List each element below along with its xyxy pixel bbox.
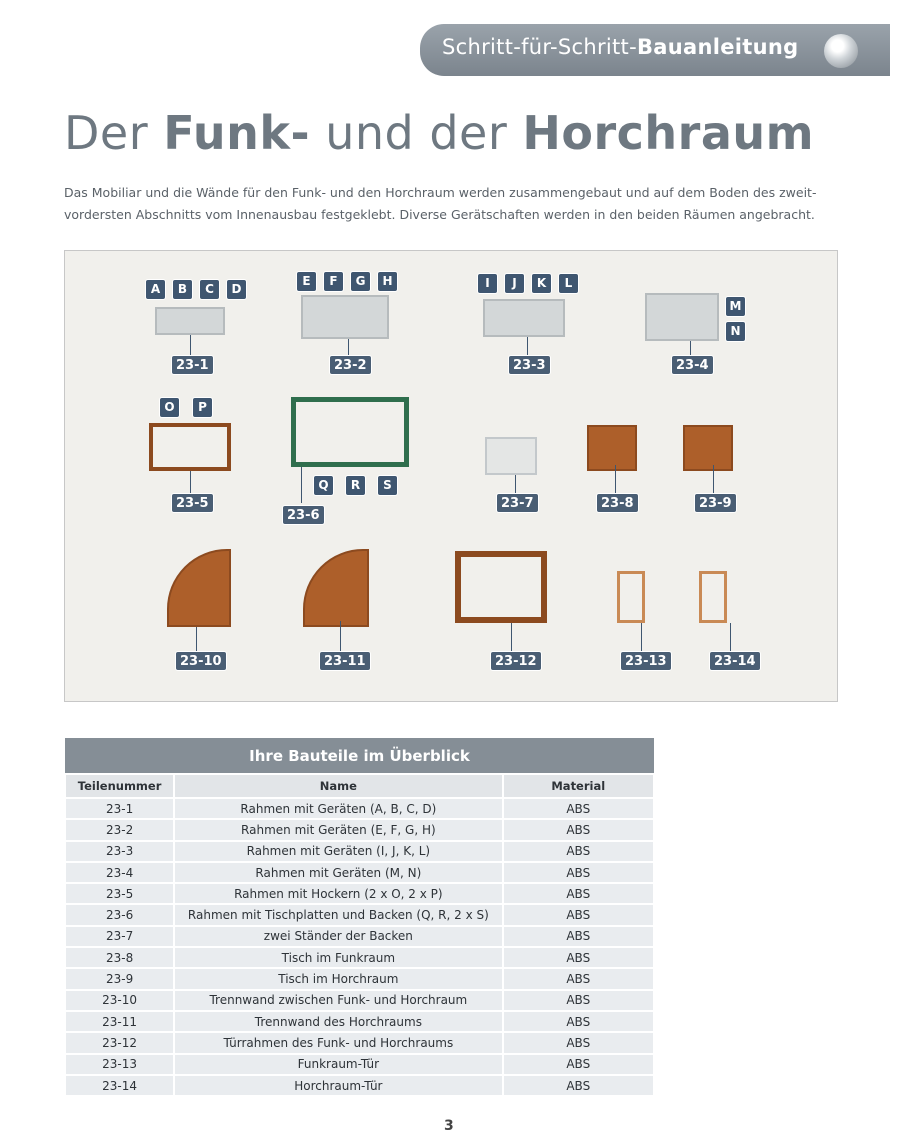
tag-23-7: 23-7 (496, 493, 539, 513)
letter-p: P (192, 397, 213, 418)
cell-name: Horchraum-Tür (174, 1075, 502, 1096)
intro-paragraph: Das Mobiliar und die Wände für den Funk- und den Horchraum werden zusammengebaut und auf dem Boden des zweit-vordersten Abschnitts vom Innenausbau festgeklebt. Diverse Gerätschaften werden in den beiden Räumen angebracht. (64, 185, 817, 222)
tag-23-10: 23-10 (175, 651, 227, 671)
letter-l: L (558, 273, 579, 294)
letter-j: J (504, 273, 525, 294)
cell-name: Trennwand des Horchraums (174, 1011, 502, 1032)
parts-table (64, 738, 655, 1097)
part-23-5-sprue (149, 423, 231, 471)
leader-23-3 (527, 337, 528, 355)
table-row (65, 1011, 654, 1032)
letter-c: C (199, 279, 220, 300)
cell-teilenummer: 23-12 (65, 1032, 174, 1053)
cell-teilenummer: 23-3 (65, 841, 174, 862)
table-row (65, 841, 654, 862)
cell-teilenummer: 23-9 (65, 968, 174, 989)
letter-d: D (226, 279, 247, 300)
page-title (64, 106, 814, 160)
part-23-8-part (587, 425, 637, 471)
cell-name: Trennwand zwischen Funk- und Horchraum (174, 990, 502, 1011)
leader-23-4 (690, 341, 691, 355)
letter-n: N (725, 321, 746, 342)
title-bold1: Funk- (163, 106, 311, 160)
leader-23-7 (515, 475, 516, 493)
cell-teilenummer: 23-7 (65, 926, 174, 947)
part-23-3-sprue (483, 299, 565, 337)
cell-material: ABS (503, 841, 654, 862)
part-23-10-part (167, 549, 231, 627)
part-23-14-part (699, 571, 727, 623)
tag-23-14: 23-14 (709, 651, 761, 671)
cell-name: Rahmen mit Geräten (M, N) (174, 862, 502, 883)
table-row (65, 990, 654, 1011)
letter-f: F (323, 271, 344, 292)
cell-teilenummer: 23-5 (65, 883, 174, 904)
part-23-13-part (617, 571, 645, 623)
tag-23-11: 23-11 (319, 651, 371, 671)
leader-23-8 (615, 465, 616, 493)
tag-23-3: 23-3 (508, 355, 551, 375)
leader-23-2 (348, 339, 349, 355)
part-23-4-sprue (645, 293, 719, 341)
cell-teilenummer: 23-13 (65, 1054, 174, 1075)
cell-name: Türrahmen des Funk- und Horchraums (174, 1032, 502, 1053)
letter-r: R (345, 475, 366, 496)
letter-g: G (350, 271, 371, 292)
cell-material: ABS (503, 904, 654, 925)
cell-material: ABS (503, 883, 654, 904)
letter-m: M (725, 296, 746, 317)
tag-23-1: 23-1 (171, 355, 214, 375)
col-material: Material (503, 774, 654, 798)
table-row (65, 947, 654, 968)
part-23-9-part (683, 425, 733, 471)
letter-q: Q (313, 475, 334, 496)
leader-23-10 (196, 627, 197, 651)
tag-23-4: 23-4 (671, 355, 714, 375)
table-row (65, 862, 654, 883)
section-banner (420, 24, 890, 76)
banner-title (442, 35, 798, 59)
tag-23-5: 23-5 (171, 493, 214, 513)
part-23-2-sprue (301, 295, 389, 339)
letter-s: S (377, 475, 398, 496)
cell-teilenummer: 23-10 (65, 990, 174, 1011)
cell-teilenummer: 23-6 (65, 904, 174, 925)
part-23-1-sprue (155, 307, 225, 335)
cell-name: Tisch im Horchraum (174, 968, 502, 989)
leader-23-11 (340, 621, 341, 651)
cell-material: ABS (503, 1032, 654, 1053)
cell-name: Rahmen mit Geräten (I, J, K, L) (174, 841, 502, 862)
letter-h: H (377, 271, 398, 292)
leader-23-12 (511, 623, 512, 651)
cell-teilenummer: 23-1 (65, 798, 174, 819)
letter-i: I (477, 273, 498, 294)
table-row (65, 1054, 654, 1075)
parts-table-body (65, 798, 654, 1096)
table-row (65, 798, 654, 819)
title-part2: und der (310, 106, 523, 160)
tag-23-13: 23-13 (620, 651, 672, 671)
table-row (65, 926, 654, 947)
cell-name: zwei Ständer der Backen (174, 926, 502, 947)
leader-23-5 (190, 471, 191, 493)
table-row (65, 904, 654, 925)
tag-23-2: 23-2 (329, 355, 372, 375)
cell-teilenummer: 23-14 (65, 1075, 174, 1096)
letter-o: O (159, 397, 180, 418)
table-row (65, 968, 654, 989)
tag-23-9: 23-9 (694, 493, 737, 513)
cell-material: ABS (503, 1011, 654, 1032)
col-name: Name (174, 774, 502, 798)
title-part1: Der (64, 106, 164, 160)
page-number: 3 (444, 1118, 454, 1134)
table-row (65, 883, 654, 904)
table-row (65, 819, 654, 840)
leader-23-9 (713, 465, 714, 493)
cell-teilenummer: 23-4 (65, 862, 174, 883)
cell-material: ABS (503, 819, 654, 840)
cell-name: Rahmen mit Hockern (2 x O, 2 x P) (174, 883, 502, 904)
cell-name: Rahmen mit Geräten (A, B, C, D) (174, 798, 502, 819)
cell-material: ABS (503, 926, 654, 947)
part-23-11-part (303, 549, 369, 627)
cell-teilenummer: 23-8 (65, 947, 174, 968)
leader-23-1 (190, 335, 191, 355)
letter-a: A (145, 279, 166, 300)
tag-23-8: 23-8 (596, 493, 639, 513)
table-row (65, 1075, 654, 1096)
tag-23-12: 23-12 (490, 651, 542, 671)
part-23-6-sprue (291, 397, 409, 467)
tag-23-6: 23-6 (282, 505, 325, 525)
leader-23-14 (730, 623, 731, 651)
cell-name: Funkraum-Tür (174, 1054, 502, 1075)
part-23-12-part (455, 551, 547, 623)
banner-sphere-icon (824, 34, 858, 68)
cell-material: ABS (503, 947, 654, 968)
cell-name: Tisch im Funkraum (174, 947, 502, 968)
cell-name: Rahmen mit Tischplatten und Backen (Q, R, 2 x S) (174, 904, 502, 925)
leader-23-13 (641, 623, 642, 651)
cell-material: ABS (503, 1075, 654, 1096)
letter-b: B (172, 279, 193, 300)
letter-k: K (531, 273, 552, 294)
cell-teilenummer: 23-2 (65, 819, 174, 840)
letter-e: E (296, 271, 317, 292)
banner-bold: Bauanleitung (636, 35, 799, 59)
part-23-7-sprue (485, 437, 537, 475)
cell-material: ABS (503, 1054, 654, 1075)
title-bold2: Horchraum (522, 106, 815, 160)
cell-material: ABS (503, 862, 654, 883)
cell-teilenummer: 23-11 (65, 1011, 174, 1032)
table-title: Ihre Bauteile im Überblick (65, 738, 654, 774)
cell-material: ABS (503, 798, 654, 819)
col-teilenummer: Teilenummer (65, 774, 174, 798)
table-row (65, 1032, 654, 1053)
cell-material: ABS (503, 968, 654, 989)
cell-material: ABS (503, 990, 654, 1011)
leader-23-6 (301, 467, 302, 503)
banner-prefix: Schritt-für-Schritt- (442, 35, 637, 59)
cell-name: Rahmen mit Geräten (E, F, G, H) (174, 819, 502, 840)
parts-photo (64, 250, 838, 702)
